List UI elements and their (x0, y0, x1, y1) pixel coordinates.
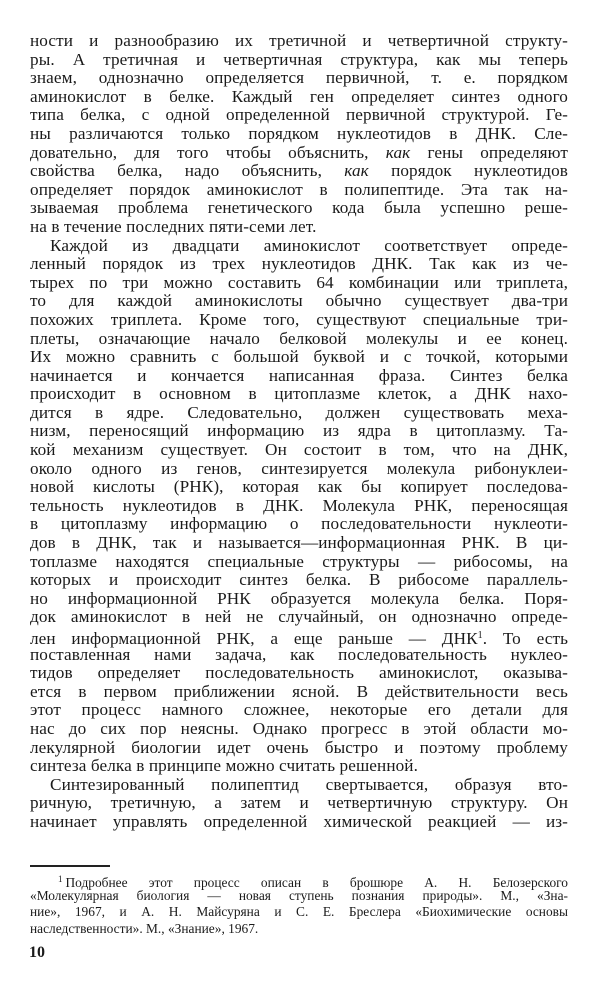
text-line: кой механизм существует. Он состоит в том, что на ДНК, (30, 440, 568, 460)
text-line: низм, переносящий информацию из ядра в цитоплазму. Та- (30, 421, 568, 441)
text-line: ется в первом приближении ясной. В действительности весь (30, 681, 568, 701)
page-number: 10 (29, 944, 45, 961)
footnote-marker: 1 (58, 874, 63, 884)
text-line: похожих триплета. Кроме того, существуют специальные три- (30, 309, 568, 329)
text-line: около одного из генов, синтезируется молекула рибонуклеи- (30, 458, 568, 478)
footnote-line: ние», 1967, и А. Н. Майсуряна и С. Е. Бреслера «Биохимические основы (30, 904, 568, 920)
text-line: в цитоплазму информацию о последовательности нуклеоти- (30, 514, 568, 534)
text-line: синтеза белка в принципе можно считать решенной. (30, 756, 419, 776)
text-line: поставленная нами задача, как последовательность нуклео- (30, 644, 568, 664)
emphasis: как (385, 142, 411, 162)
text-line: типа белка, с одной определенной первичной структурой. Ге- (30, 105, 568, 125)
text-line: зываемая проблема генетического кода была успешно реше- (30, 198, 568, 218)
text-line: ричную, третичную, а затем и четвертичную структуру. Он (30, 793, 568, 813)
text-line: начинает управлять определенной химической реакцией — из- (30, 811, 568, 831)
text-line: начинается и кончается написанная фраза. Синтез белка (30, 365, 568, 385)
emphasis: как (344, 161, 369, 181)
text-line: определяет порядок аминокислот в полипептиде. Эта так на- (30, 179, 568, 199)
text-line: Их можно сравнить с большой буквой и с точкой, которыми (30, 347, 568, 367)
text-line: лен информационной РНК, а еще раньше — ДНК$^1$. То есть (30, 629, 569, 648)
text-line: ленный порядок из трех нуклеотидов ДНК. Так как из че- (30, 254, 568, 274)
text-line: новой кислоты (РНК), которая как бы копирует последова- (30, 477, 568, 497)
footnote-reference[interactable]: 1 (477, 630, 483, 641)
footnote-line: $^1$ Подробнее этот процесс описан в брошюре А. Н. Белозерского (58, 874, 568, 890)
text-line: лекулярной биологии идет очень быстро и поэтому проблему (30, 737, 568, 757)
text-line: которых и происходит синтез белка. В рибосоме параллель- (30, 570, 568, 590)
text-line: Каждой из двадцати аминокислот соответствует опреде- (50, 235, 568, 255)
text-line: док аминокислот в ней не случайный, он однозначно опреде- (30, 607, 568, 627)
text-line: топлазме находятся специальные структуры — рибосомы, на (30, 551, 568, 571)
text-line: этот процесс намного сложнее, некоторые его детали для (30, 700, 568, 720)
text-line: тельность нуклеотидов в ДНК. Молекула РНК, переносящая (30, 495, 568, 515)
text-line: довательно, для того чтобы объяснить, как гены определяют (30, 142, 568, 162)
text-line: нас до сих пор неясны. Однако прогресс в этой области мо- (30, 718, 568, 738)
footnote-line: «Молекулярная биология — новая ступень познания природы». М., «Зна- (30, 887, 568, 903)
text-line: тырех по три можно составить 64 комбинации или триплета, (30, 272, 568, 292)
text-line: свойства белка, надо объяснить, как порядок нуклеотидов (30, 161, 568, 181)
text-line: знаем, однозначно определяется первичной, т. е. порядком (30, 68, 568, 88)
text-line: аминокислот в белке. Каждый ген определяет синтез одного (30, 86, 568, 106)
text-line: плеты, означающие начало белковой молекулы и ее конец. (30, 328, 568, 348)
footnote-line: наследственности». М., «Знание», 1967. (30, 920, 259, 936)
main-text (30, 32, 568, 832)
text-line: но информационной РНК образуется молекула белка. Поря- (30, 588, 568, 608)
text-line: дится в ядре. Следовательно, должен существовать меха- (30, 402, 568, 422)
footnote (30, 871, 568, 937)
text-line: Синтезированный полипептид свертывается, образуя вто- (50, 774, 568, 794)
text-line: то для каждой аминокислоты обычно существует два-три (30, 291, 568, 311)
text-line: дов в ДНК, так и называется—информационная РНК. В ци- (30, 533, 568, 553)
text-line: ры. А третичная и четвертичная структура, как мы теперь (30, 49, 568, 69)
text-line: происходит в основном в цитоплазме клеток, а ДНК нахо- (30, 384, 568, 404)
text-line: тидов определяет последовательность аминокислот, оказыва- (30, 663, 568, 683)
text-line: на в течение последних пяти-семи лет. (30, 216, 317, 236)
text-line: ности и разнообразию их третичной и четвертичной структу- (30, 31, 568, 50)
text-line: ны различаются только порядком нуклеотидов в ДНК. Сле- (30, 123, 568, 143)
footnote-divider (30, 865, 110, 867)
